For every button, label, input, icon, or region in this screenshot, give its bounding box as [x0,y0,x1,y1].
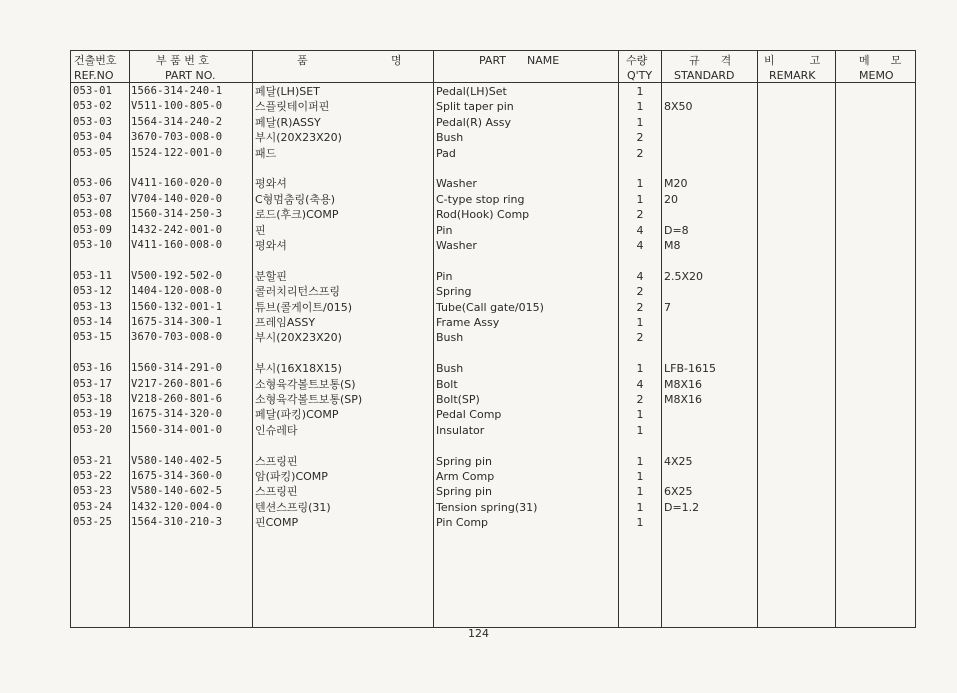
cell-name-ko: 분할핀 [255,269,287,283]
cell-name-en: Pin [436,223,453,237]
header-qty-en: Q'TY [627,69,653,82]
cell-standard: M8 [664,239,681,252]
cell-ref: 053-23 [73,485,113,498]
cell-qty: 1 [636,85,644,98]
cell-ref: 053-20 [73,423,113,436]
cell-name-en: Split taper pin [436,100,514,114]
column-divider [757,51,758,627]
cell-part-no: V411-160-008-0 [131,239,223,251]
cell-qty: 1 [636,192,644,206]
cell-ref: 053-09 [73,223,113,236]
cell-name-en: Pedal(LH)Set [436,85,507,98]
header-divider [71,82,915,83]
cell-name-en: Pedal Comp [436,408,502,422]
cell-name-ko: 핀COMP [255,516,299,530]
cell-part-no: 1675-314-300-1 [131,316,223,328]
cell-name-en: Tension spring(31) [436,500,538,514]
cell-part-no: V411-160-020-0 [131,177,223,190]
cell-part-no: 1564-310-210-3 [131,516,223,529]
cell-name-ko: 핀 [255,223,266,237]
cell-name-ko: 평와셔 [255,239,287,252]
cell-name-en: Washer [436,177,477,191]
cell-name-en: Tube(Call gate/015) [436,300,544,314]
cell-name-ko: 인슈레타 [255,423,298,437]
cell-ref: 053-16 [73,362,113,375]
cell-name-en: Pin [436,269,453,283]
page-number: 124 [468,627,489,640]
cell-ref: 053-21 [73,454,113,467]
cell-qty: 2 [636,131,644,145]
cell-part-no: 1564-314-240-2 [131,115,223,128]
cell-ref: 053-18 [73,393,113,405]
cell-qty: 4 [636,269,644,283]
header-ref-en: REF.NO [74,69,114,82]
cell-part-no: 1524-122-001-0 [131,146,223,159]
cell-part-no: V580-140-402-5 [131,454,223,467]
cell-ref: 053-14 [73,316,113,328]
cell-ref: 053-17 [73,377,113,390]
cell-part-no: 1560-314-001-0 [131,423,223,436]
cell-name-ko: 스프링핀 [255,485,298,499]
cell-name-ko: C형멈춤링(축용) [255,192,336,206]
cell-name-ko: 소형육각볼트보통(S) [255,377,356,391]
cell-name-ko: 프레임ASSY [255,316,316,329]
cell-part-no: V511-100-805-0 [131,100,223,113]
cell-name-en: Frame Assy [436,316,500,329]
cell-name-en: Washer [436,239,477,252]
cell-qty: 1 [636,177,644,191]
cell-name-en: Bolt [436,377,458,391]
cell-standard: D=8 [664,223,689,237]
cell-part-no: 1560-132-001-1 [131,300,223,313]
parts-table [70,50,916,628]
cell-qty: 1 [636,362,644,376]
cell-standard: 4X25 [664,454,693,468]
cell-qty: 1 [636,485,644,499]
cell-part-no: V218-260-801-6 [131,393,223,405]
cell-name-ko: 콜러치리턴스프링 [255,285,341,299]
cell-name-en: Pad [436,146,456,160]
cell-standard: M8X16 [664,393,703,406]
cell-qty: 2 [636,208,644,222]
cell-part-no: 1432-242-001-0 [131,223,223,236]
cell-part-no: 1560-314-291-0 [131,362,223,375]
cell-standard: M20 [664,177,688,191]
cell-qty: 1 [636,470,644,483]
cell-name-en: Rod(Hook) Comp [436,208,530,222]
cell-ref: 053-07 [73,192,113,205]
cell-standard: 7 [664,300,671,314]
cell-qty: 1 [636,423,644,437]
column-divider [252,51,253,627]
header-remark-en: REMARK [769,69,816,82]
cell-name-ko: 평와셔 [255,177,287,191]
cell-qty: 1 [636,316,644,329]
header-name-ko-1: 품 [297,54,308,67]
cell-ref: 053-12 [73,285,113,298]
cell-name-en: Bush [436,362,464,376]
cell-name-en: Insulator [436,423,485,437]
cell-name-ko: 암(파킹)COMP [255,470,328,483]
cell-ref: 053-06 [73,177,113,190]
header-part-no-en: PART NO. [165,69,216,82]
cell-qty: 4 [636,223,644,237]
cell-qty: 2 [636,300,644,314]
header-part-no-ko: 부 품 번 호 [156,54,209,67]
cell-part-no: 1675-314-360-0 [131,470,223,482]
cell-name-ko: 스플릿테이퍼핀 [255,100,330,114]
cell-qty: 2 [636,393,644,406]
cell-qty: 1 [636,115,644,129]
cell-name-en: Spring [436,285,472,299]
cell-standard: 6X25 [664,485,693,499]
cell-name-en: C-type stop ring [436,192,525,206]
header-ref-ko: 건출번호 [74,54,117,67]
cell-qty: 1 [636,454,644,468]
cell-name-ko: 부시(20X23X20) [255,131,342,145]
cell-ref: 053-22 [73,470,113,482]
cell-name-ko: 부시(20X23X20) [255,331,342,345]
cell-part-no: V580-140-602-5 [131,485,223,498]
cell-qty: 2 [636,146,644,160]
cell-name-ko: 페달(파킹)COMP [255,408,339,422]
cell-qty: 1 [636,100,644,114]
header-standard-ko: 규 격 [689,54,732,67]
cell-standard: D=1.2 [664,500,700,514]
cell-part-no: 3670-703-008-0 [131,131,223,144]
cell-ref: 053-04 [73,131,113,144]
cell-ref: 053-19 [73,408,113,421]
cell-standard: M8X16 [664,377,703,391]
cell-ref: 053-08 [73,208,113,221]
cell-ref: 053-03 [73,115,113,128]
cell-name-ko: 텐션스프링(31) [255,500,331,514]
cell-part-no: 1675-314-320-0 [131,408,223,421]
cell-part-no: V704-140-020-0 [131,192,223,205]
cell-name-ko: 튜브(콜게이트/015) [255,300,353,314]
cell-qty: 4 [636,239,644,252]
cell-name-ko: 페달(R)ASSY [255,115,321,129]
cell-ref: 053-11 [73,269,113,282]
cell-standard: 2.5X20 [664,269,704,283]
cell-name-en: Arm Comp [436,470,495,483]
cell-name-en: Spring pin [436,485,493,499]
cell-qty: 1 [636,516,644,530]
cell-ref: 053-05 [73,146,113,159]
cell-qty: 4 [636,377,644,391]
cell-standard: 20 [664,192,678,206]
cell-name-ko: 패드 [255,146,277,160]
cell-name-ko: 소형육각볼트보통(SP) [255,393,363,406]
cell-qty: 1 [636,408,644,422]
cell-part-no: 1432-120-004-0 [131,500,223,513]
cell-name-en: Bush [436,131,464,145]
cell-ref: 053-02 [73,100,113,113]
cell-name-en: Bush [436,331,464,345]
column-divider [835,51,836,627]
cell-ref: 053-10 [73,239,113,251]
header-part-name: PART NAME [479,54,560,67]
header-name-ko-2: 명 [391,54,402,67]
cell-name-ko: 스프링핀 [255,454,298,468]
cell-name-en: Pin Comp [436,516,489,530]
header-memo-ko: 메 모 [859,54,902,67]
cell-qty: 1 [636,500,644,514]
column-divider [129,51,130,627]
header-standard-en: STANDARD [674,69,735,82]
cell-part-no: 3670-703-008-0 [131,331,223,344]
cell-standard: 8X50 [664,100,693,114]
cell-part-no: V500-192-502-0 [131,269,223,282]
cell-part-no: V217-260-801-6 [131,377,223,390]
header-memo-en: MEMO [859,69,894,82]
cell-ref: 053-25 [73,516,113,529]
cell-part-no: 1560-314-250-3 [131,208,223,221]
header-remark-ko: 비 고 [764,54,821,67]
column-divider [433,51,434,627]
cell-part-no: 1404-120-008-0 [131,285,223,298]
cell-ref: 053-13 [73,300,113,313]
cell-name-ko: 부시(16X18X15) [255,362,342,376]
cell-standard: LFB-1615 [664,362,716,376]
cell-qty: 2 [636,285,644,299]
cell-name-en: Bolt(SP) [436,393,480,406]
header-qty-ko: 수량 [626,54,648,67]
cell-name-ko: 로드(후크)COMP [255,208,339,222]
cell-ref: 053-15 [73,331,113,344]
cell-name-en: Spring pin [436,454,493,468]
cell-qty: 2 [636,331,644,345]
cell-part-no: 1566-314-240-1 [131,85,223,97]
cell-name-ko: 페달(LH)SET [255,85,320,98]
cell-ref: 053-01 [73,85,113,97]
cell-ref: 053-24 [73,500,113,513]
cell-name-en: Pedal(R) Assy [436,115,512,129]
